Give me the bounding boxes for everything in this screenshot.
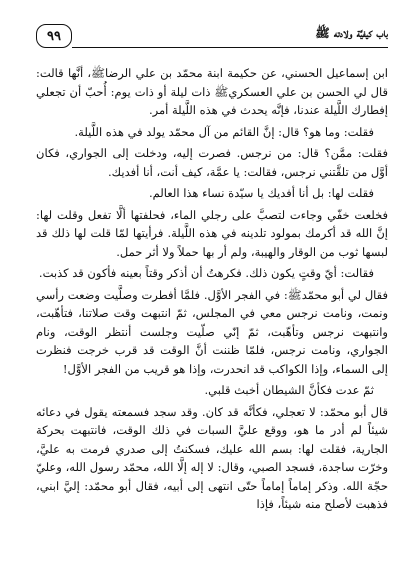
paragraph: فقلت: ممَّن؟ قال: من نرجس. فصرت إليه، ودخلت إلى الجواري، فكان أوَّل من تلقَّتني نرجس، فقالت: يا عمَّة، كيف أنت، أنا أفديك. [36, 146, 388, 179]
paragraph: ثمّ عدت فكأنَّ الشيطان أخبث قلبي. [204, 383, 374, 397]
paragraph: فقلت: وما هو؟ قال: إنَّ القائم من آل محمّد يولد في هذه اللَّيلة. [74, 124, 374, 139]
paragraph: فقلت لها: بل أنا أفديك يا سيّدة نساء هذا العالم. [148, 186, 374, 200]
body-text [36, 64, 388, 517]
page-header [36, 24, 388, 54]
paragraph: ابن إسماعيل الحسني، عن حكيمة ابنة محمّد بن علي الرضاﷺ، أنَّها قالت: قال لي الحسن بن علي العسكريﷺ ذات ليلة أو ذات يوم: أُحبّ أن تجعلي إفطارك اللَّيلة عندنا، فإنَّه يحدث في هذه اللَّيلة أمر. [36, 66, 388, 117]
running-title: باب كيفيَّة ولادته ﷺ [315, 26, 388, 40]
paragraph: فخلعت خفّي وجاءت لتصبَّ على رجلي الماء، فحلفتها ألَّا تفعل وقلت لها: إنَّ الله قد أكرمك بمولود تلدينه في هذه اللَّيلة. فرأيتها لمّا قلت لها ذلك قد لبسها ثوب من الوقار والهيبة، ولم أر بها حملاً ولا أثر حمل. [36, 207, 388, 259]
paragraph: فقالت: أيّ وقتٍ يكون ذلك. فكرهتُ أن أذكر وقتاً بعينه فأكون قد كذبت. [38, 266, 374, 280]
header-divider [72, 47, 388, 48]
paragraph: قال أبو محمّد: لا تعجلي، فكأنَّه قد كان. وقد سجد فسمعته يقول في دعائه شيئاً لم أدر ما هو، ووقع عليَّ السبات في ذلك الوقت، فانتبهت بحركة الجارية، فقلت لها: بسم الله عليك، فسكنتُ إلى صدري فرمت به عليَّ، وخرّت ساجدة، فسجد الصبي، وقال: لا إله إلَّا الله، محمّد رسول الله، وعليّ حجّة الله. وذكر إماماً إماماً حتّى انتهى إلى أبيه، فقال أبو محمّد: إليَّ ابني، فذهبت لأصلح منه شيئاً، فإذا [36, 404, 388, 511]
page-number: ٩٩ [36, 24, 72, 48]
paragraph: فقال لي أبو محمّدﷺ: في الفجر الأوَّل. فلمَّا أفطرت وصلَّيت وضعت رأسي ونمت، ونامت نرجس معي في المجلس، ثمّ انتبهت وقت صلاتنا، فتأهّبت، وانتبهت نرجس وتأهّبت، ثمّ إنّي صلّيت وجلست أنتظر الوقت، ونام الجواري، ونامت نرجس، فلمّا ظننت أنَّ الوقت قد قرب خرجت فنظرت إلى السماء، وإذا الكواكب قد انحدرت، وإذا هو قريب من الفجر الأوَّل! [36, 287, 388, 376]
